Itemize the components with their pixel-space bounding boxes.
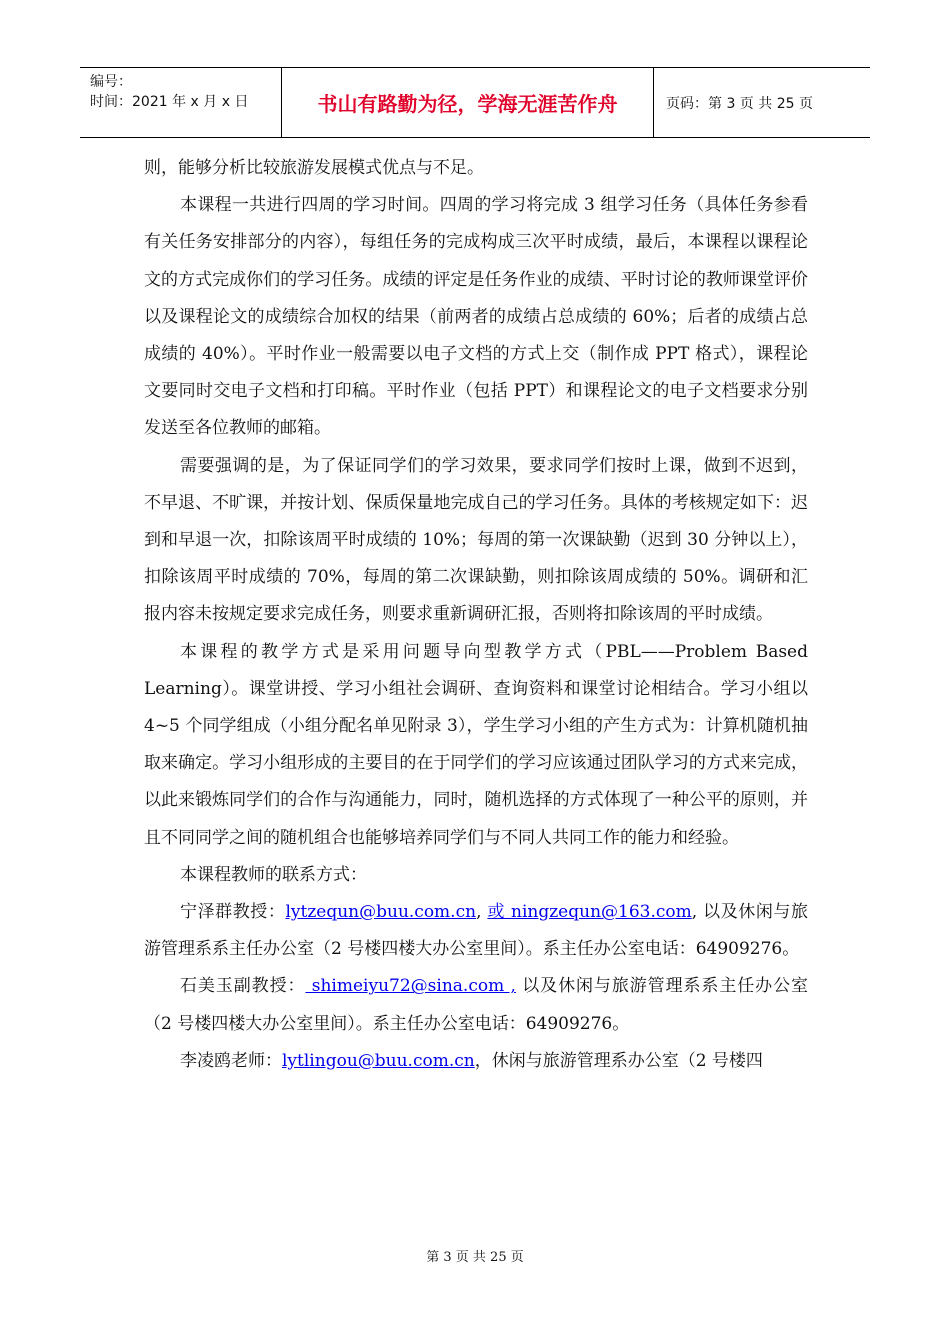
contact-shi-name: 石美玉副教授： [180, 976, 306, 997]
header-motto: 书山有路勤为径，学海无涯苦作舟 [282, 68, 654, 137]
contact-shi-rest: 以及休闲与旅游管理系系主任办公室（2 号楼四楼大办公室里间）。系主任办公室电话：64909276。 [144, 976, 809, 1034]
page-footer: 第 3 页 共 25 页 [426, 1250, 524, 1265]
email-link-shimeiyu[interactable]: shimeiyu72@sina.com , [305, 976, 516, 997]
header-meta [80, 68, 282, 137]
code-label: 编号： [90, 74, 132, 90]
contact-ning-rest: , 以及休闲与旅游管理系系主任办公室（2 号楼四楼大办公室里间）。系主任办公室电话：64909276。 [144, 902, 809, 960]
email-link-lytlingou[interactable]: lytlingou@buu.com.cn [282, 1050, 475, 1071]
contact-li-name: 李凌鸥老师： [180, 1050, 282, 1071]
contact-shi [144, 968, 808, 1042]
contact-ning [144, 894, 808, 968]
email-link-ningzequn[interactable]: 或 ningzequn@163.com [487, 902, 692, 923]
email-link-lytzequn[interactable]: lytzequn@buu.com.cn [285, 902, 477, 923]
paragraph-3: 需要强调的是，为了保证同学们的学习效果，要求同学们按时上课，做到不迟到，不早退、不旷课，并按计划、保质保量地完成自己的学习任务。具体的考核规定如下：迟到和早退一次，扣除该周平时成绩的 10%；每周的第一次课缺勤（迟到 30 分钟以上），扣除该周平时成绩的 70%，每周的第二次课缺勤，则扣除该周成绩的 50%。调研和汇报内容未按规定要求完成任务，则要求重新调研汇报，否则将扣除该周的平时成绩。 [144, 455, 808, 625]
contact-li-rest: ，休闲与旅游管理系办公室（2 号楼四 [474, 1050, 763, 1071]
contact-li [144, 1043, 808, 1080]
time-label: 时间：2021 年 x 月 x 日 [90, 94, 249, 110]
paragraph-1: 则，能够分析比较旅游发展模式优点与不足。 [144, 158, 484, 178]
document-body [144, 150, 808, 1080]
page-header [80, 67, 870, 138]
header-page-info: 页码：第 3 页 共 25 页 [666, 95, 813, 112]
paragraph-4: 本课程的教学方式是采用问题导向型教学方式（PBL——Problem Based Learning）。课堂讲授、学习小组社会调研、查询资料和课堂讨论相结合。学习小组以 4~5 个同学组成（小组分配名单见附录 3），学生学习小组的产生方式为：计算机随机抽取来确定。学习小组形成的主要目的在于同学们的学习应该通过团队学习的方式来完成，以此来锻炼同学们的合作与沟通能力，同时，随机选择的方式体现了一种公平的原则，并且不同同学之间的随机组合也能够培养同学们与不同人共同工作的能力和经验。 [144, 641, 808, 848]
paragraph-2: 本课程一共进行四周的学习时间。四周的学习将完成 3 组学习任务（具体任务参看有关任务安排部分的内容），每组任务的完成构成三次平时成绩，最后，本课程以课程论文的方式完成你们的学习任务。成绩的评定是任务作业的成绩、平时讨论的教师课堂评价以及课程论文的成绩综合加权的结果（前两者的成绩占总成绩的 60%；后者的成绩占总成绩的 40%）。平时作业一般需要以电子文档的方式上交（制作成 PPT 格式），课程论文要同时交电子文档和打印稿。平时作业（包括 PPT）和课程论文的电子文档要求分别发送至各位教师的邮箱。 [144, 195, 808, 439]
paragraph-5: 本课程教师的联系方式： [180, 864, 367, 885]
contact-ning-name: 宁泽群教授： [180, 902, 286, 923]
contact-ning-sep: , [476, 902, 488, 923]
